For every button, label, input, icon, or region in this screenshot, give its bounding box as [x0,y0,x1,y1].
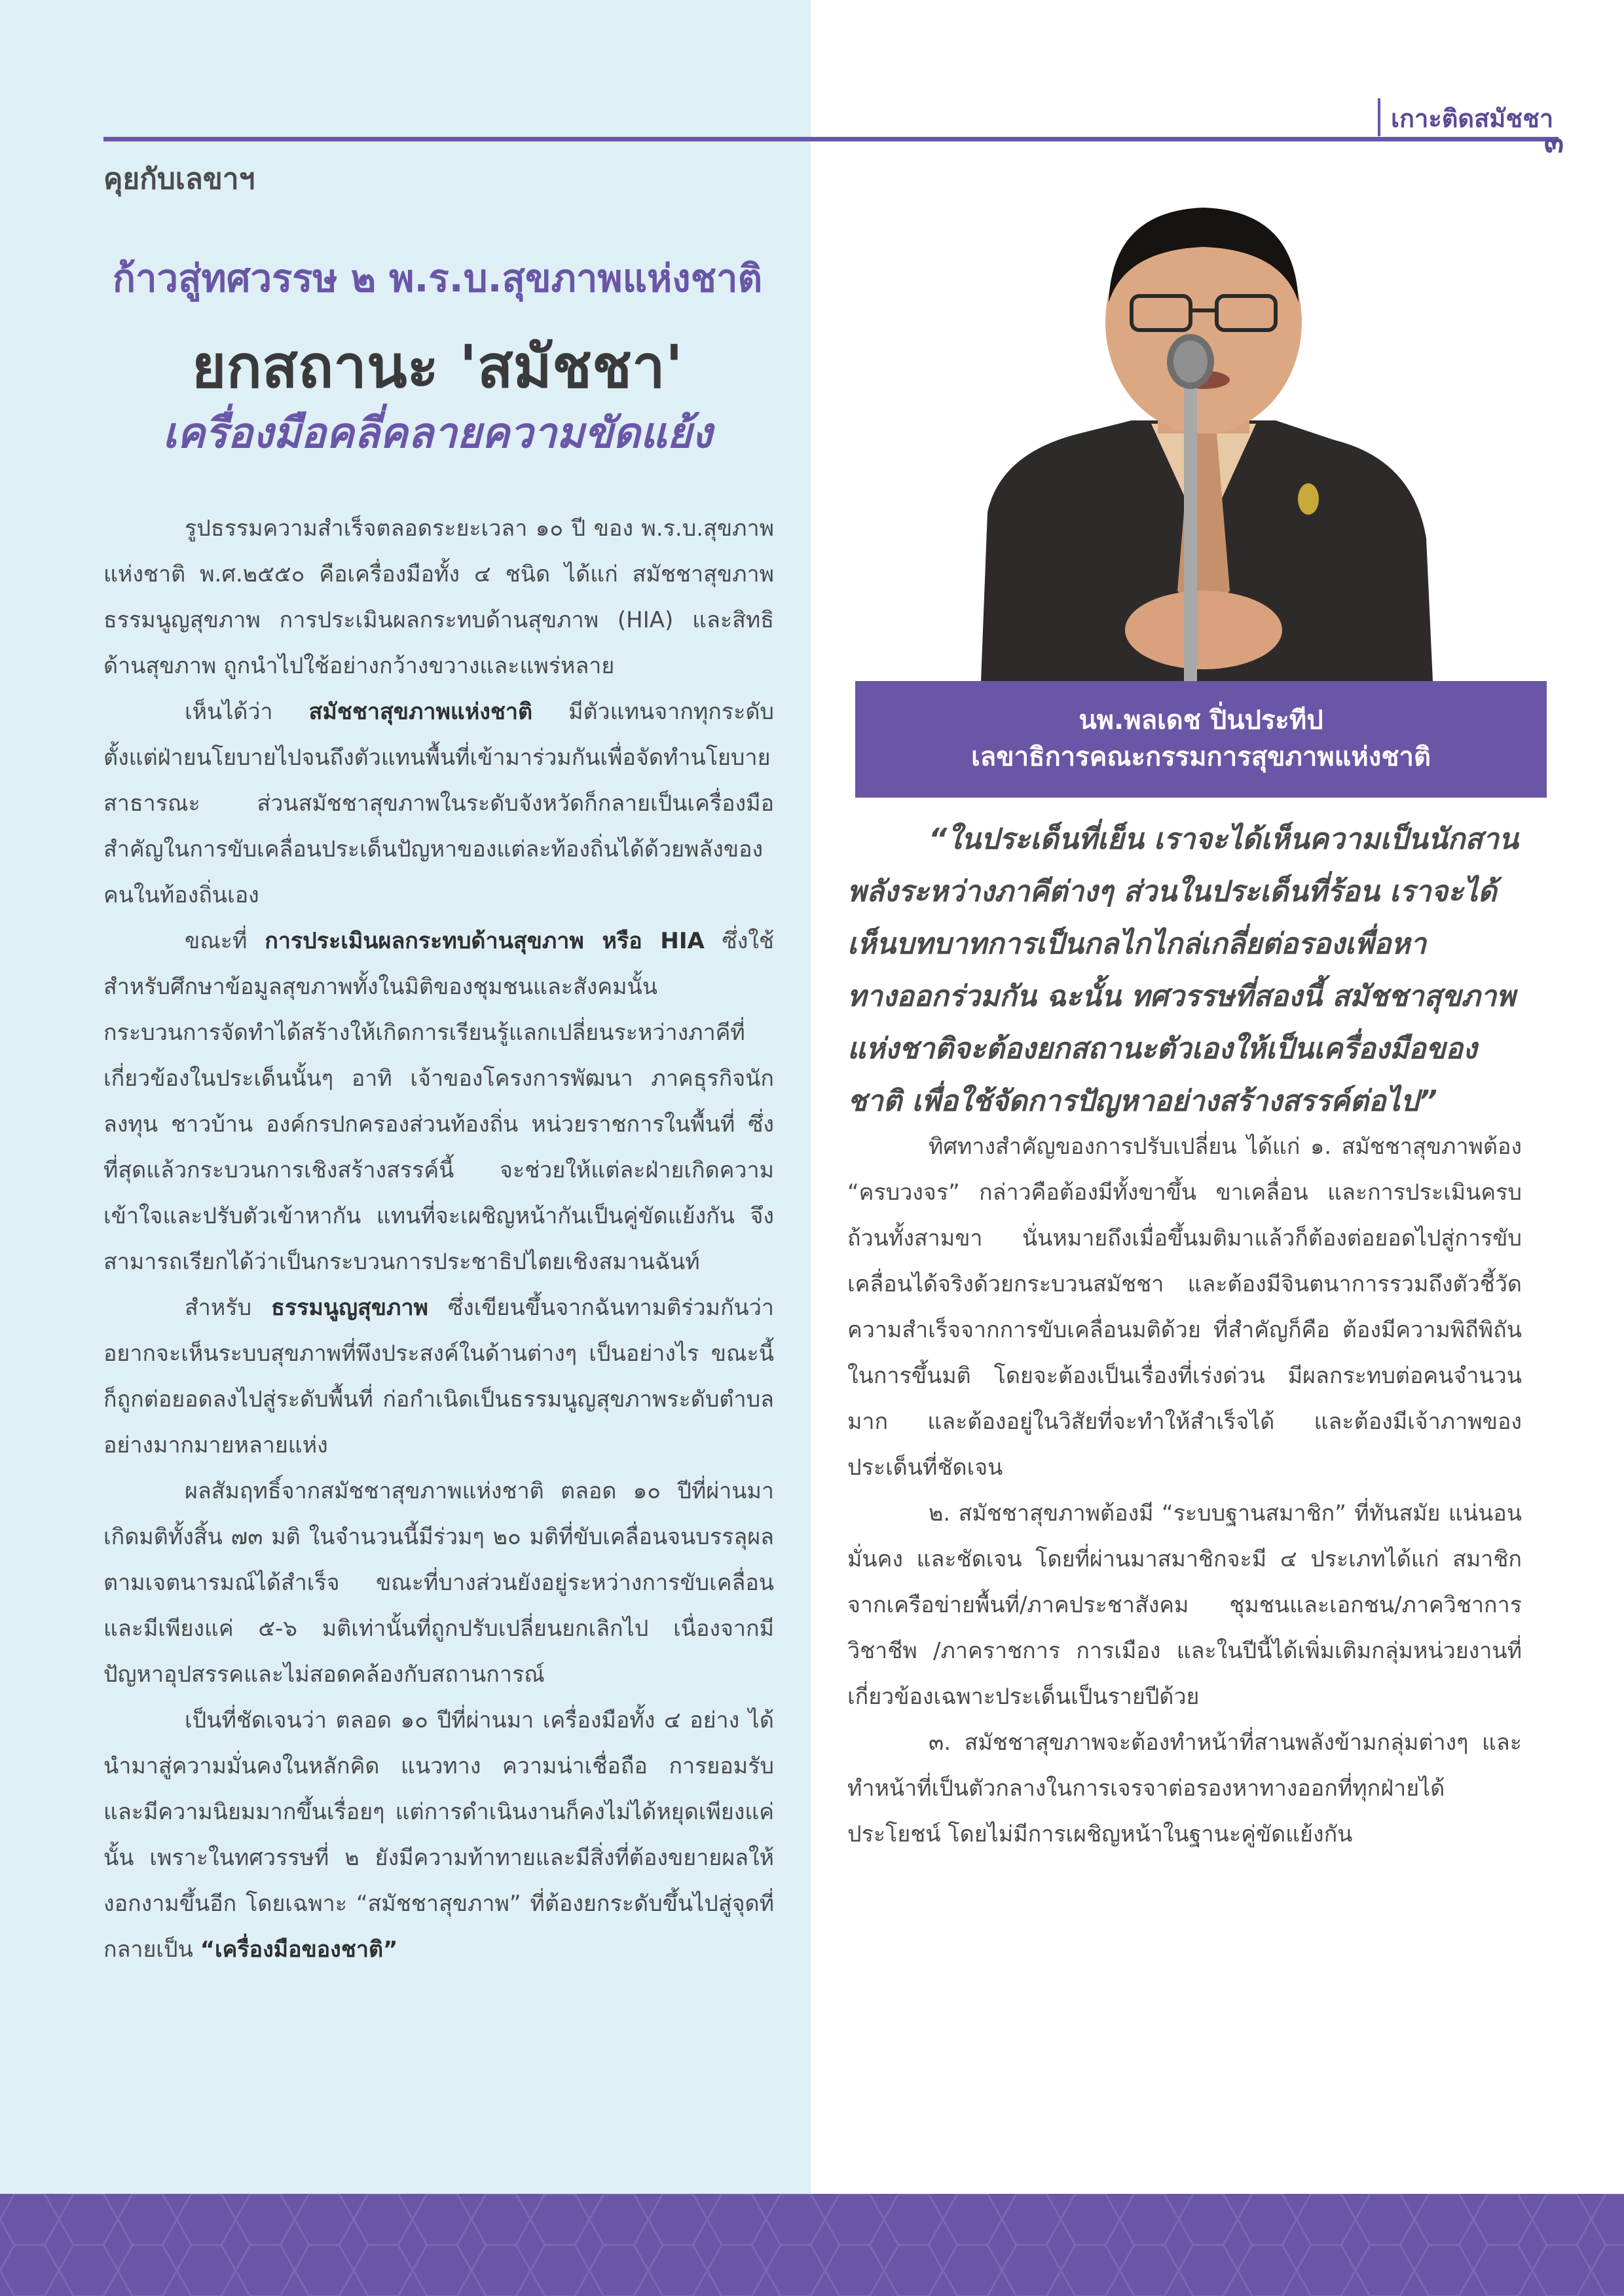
paragraph-text: ซึ่งเขียนขึ้นจากฉันทามติร่วมกันว่าอยากจะเห็นระบบสุขภาพที่พึงประสงค์ในด้านต่างๆ เป็นอย่างไร ขณะนี้ก็ถูกต่อยอดลงไปสู่ระดับพื้นที่ ก่อกำเนิดเป็นธรรมนูญสุขภาพระดับตำบลอย่างมากมายหลายแห่ง [103,1295,774,1458]
paragraph-text: ขณะที่ [185,928,265,954]
headline-line3: เครื่องมือคลี่คลายความขัดแย้ง [162,409,712,458]
caption-name: นพ.พลเดช ปิ่นประทีป [1079,705,1323,735]
bold-term: ธรรมนูญสุขภาพ [271,1295,428,1321]
headline-line1: ก้าวสู่ทศวรรษ ๒ พ.ร.บ.สุขภาพแห่งชาติ [112,256,763,301]
paragraph [103,1697,774,1972]
page-number: ๓ [1544,126,1564,159]
header-rule [103,137,1559,141]
headline-line2: ยกสถานะ 'สมัชชา' [191,333,684,401]
paragraph-text: เป็นที่ชัดเจนว่า ตลอด ๑๐ ปีที่ผ่านมา เครื่องมือทั้ง ๔ อย่าง ได้นำมาสู่ความมั่นคงในหลักคิด แนวทาง ความน่าเชื่อถือ การยอมรับ และมีความนิยมมากขึ้นเรื่อยๆ แต่การดำเนินงานก็คงไม่ได้หยุดเพียงแค่นั้น เพราะในทศวรรษที่ ๒ ยังมีความท้าทายและมีสิ่งที่ต้องขยายผลให้งอกงามขึ้นอีก โดยเฉพาะ “สมัชชาสุขภาพ” ที่ต้องยกระดับขึ้นไปสู่จุดที่กลายเป็น [103,1707,774,1963]
paragraph [103,1285,774,1468]
section-label: คุยกับเลขาฯ [103,162,255,196]
footer-band [0,2194,1624,2296]
bold-term: การประเมินผลกระทบด้านสุขภาพ หรือ HIA [265,928,705,954]
quote-text: “ในประเด็นที่เย็น เราจะได้เห็นความเป็นนักสานพลังระหว่างภาคีต่างๆ ส่วนในประเด็นที่ร้อน เราจะได้เห็นบทบาทการเป็นกลไกไกล่เกลี่ยต่อรองเพื่อหาทางออกร่วมกัน ฉะนั้น ทศวรรษที่สองนี้ สมัชชาสุขภาพแห่งชาติจะต้องยกสถานะตัวเองให้เป็นเครื่องมือของชาติ เพื่อใช้จัดการปัญหาอย่างสร้างสรรค์ต่อไป” [847,823,1519,1118]
paragraph-text: ซึ่งใช้สำหรับศึกษาข้อมูลสุขภาพทั้งในมิติของชุมชนและสังคมนั้น กระบวนการจัดทำได้สร้างให้เกิดการเรียนรู้แลกเปลี่ยนระหว่างภาคีที่เกี่ยวข้องในประเด็นนั้นๆ อาทิ เจ้าของโครงการพัฒนา ภาคธุรกิจนักลงทุน ชาวบ้าน องค์กรปกครองส่วนท้องถิ่น หน่วยราชการในพื้นที่ ซึ่งที่สุดแล้วกระบวนการเชิงสร้างสรรค์นี้ จะช่วยให้แต่ละฝ่ายเกิดความเข้าใจและปรับตัวเข้าหากัน แทนที่จะเผชิญหน้ากันเป็นคู่ขัดแย้งกัน จึงสามารถเรียกได้ว่าเป็นกระบวนการประชาธิปไตยเชิงสมานฉันท์ [103,928,774,1275]
portrait-photo [968,172,1439,681]
paragraph-text: ทิศทางสำคัญของการปรับเปลี่ยน ได้แก่ ๑. สมัชชาสุขภาพต้อง “ครบวงจร” กล่าวคือต้องมีทั้งขาขึ้น ขาเคลื่อน และการประเมินครบถ้วนทั้งสามขา นั่นหมายถึงเมื่อขึ้นมติมาแล้วก็ต้องต่อยอดไปสู่การขับเคลื่อนได้จริงด้วยกระบวนสมัชชา และต้องมีจินตนาการรวมถึงตัวชี้วัดความสำเร็จจากการขับเคลื่อนมติด้วย ที่สำคัญก็คือ ต้องมีความพิถีพิถันในการขึ้นมติ โดยจะต้องเป็นเรื่องที่เร่งด่วน มีผลกระทบต่อคนจำนวนมาก และต้องอยู่ในวิสัยที่จะทำให้สำเร็จได้ และต้องมีเจ้าภาพของประเด็นที่ชัดเจน [847,1134,1522,1481]
bold-term: “เครื่องมือของชาติ” [200,1936,398,1963]
paragraph-text: เห็นได้ว่า [185,699,309,725]
pull-quote [847,813,1522,1128]
header-title: เกาะติดสมัชชา [1391,104,1554,133]
paragraph-text: มีตัวแทนจากทุกระดับ ตั้งแต่ฝ่ายนโยบายไปจนถึงตัวแทนพื้นที่เข้ามาร่วมกันเพื่อจัดทำนโยบายสาธารณะ ส่วนสมัชชาสุขภาพในระดับจังหวัดก็กลายเป็นเครื่องมือสำคัญในการขับเคลื่อนประเด็นปัญหาของแต่ละท้องถิ่นได้ด้วยพลังของคนในท้องถิ่นเอง [103,699,775,908]
paragraph [847,1124,1522,1491]
header-divider [1378,98,1380,136]
photo-caption [855,681,1547,798]
paragraph-text: ผลสัมฤทธิ์จากสมัชชาสุขภาพแห่งชาติ ตลอด ๑๐ ปีที่ผ่านมา เกิดมติทั้งสิ้น ๗๓ มติ ในจำนวนนี้มีร่วมๆ ๒๐ มติที่ขับเคลื่อนจนบรรลุผลตามเจตนารมณ์ได้สำเร็จ ขณะที่บางส่วนยังอยู่ระหว่างการขับเคลื่อน และมีเพียงแค่ ๕-๖ มติเท่านั้นที่ถูกปรับเปลี่ยนยกเลิกไป เนื่องจากมีปัญหาอุปสรรคและไม่สอดคล้องกับสถานการณ์ [103,1478,774,1688]
paragraph [103,1468,774,1697]
paragraph [103,689,774,918]
left-column [103,506,774,1972]
paragraph [847,1491,1522,1720]
paragraph-text: ๒. สมัชชาสุขภาพต้องมี “ระบบฐานสมาชิก” ที่ทันสมัย แน่นอน มั่นคง และชัดเจน โดยที่ผ่านมาสมาชิกจะมี ๔ ประเภทได้แก่ สมาชิกจากเครือข่ายพื้นที่/ภาคประชาสังคม ชุมชนและเอกชน/ภาควิชาการ วิชาชีพ /ภาคราชการ การเมือง และในปีนี้ได้เพิ่มเติมกลุ่มหน่วยงานที่เกี่ยวข้องเฉพาะประเด็นเป็นรายปีด้วย [847,1500,1522,1710]
paragraph-text: ๓. สมัชชาสุขภาพจะต้องทำหน้าที่สานพลังข้ามกลุ่มต่างๆ และทำหน้าที่เป็นตัวกลางในการเจรจาต่อรองหาทางออกที่ทุกฝ่ายได้ประโยชน์ โดยไม่มีการเผชิญหน้าในฐานะคู่ขัดแย้งกัน [847,1730,1522,1847]
bold-term: สมัชชาสุขภาพแห่งชาติ [308,699,533,725]
paragraph [103,918,774,1285]
caption-position: เลขาธิการคณะกรรมการสุขภาพแห่งชาติ [971,742,1431,772]
paragraph-text: รูปธรรมความสำเร็จตลอดระยะเวลา ๑๐ ปี ของ พ.ร.บ.สุขภาพแห่งชาติ พ.ศ.๒๕๕๐ คือเครื่องมือทั้ง ๔ ชนิด ได้แก่ สมัชชาสุขภาพ ธรรมนูญสุขภาพ การประเมินผลกระทบด้านสุขภาพ (HIA) และสิทธิด้านสุขภาพ ถูกนำไปใช้อย่างกว้างขวางและแพร่หลาย [103,515,774,679]
right-column [847,1124,1522,1857]
paragraph [103,506,774,689]
paragraph-text: สำหรับ [185,1295,272,1321]
paragraph [847,1720,1522,1857]
